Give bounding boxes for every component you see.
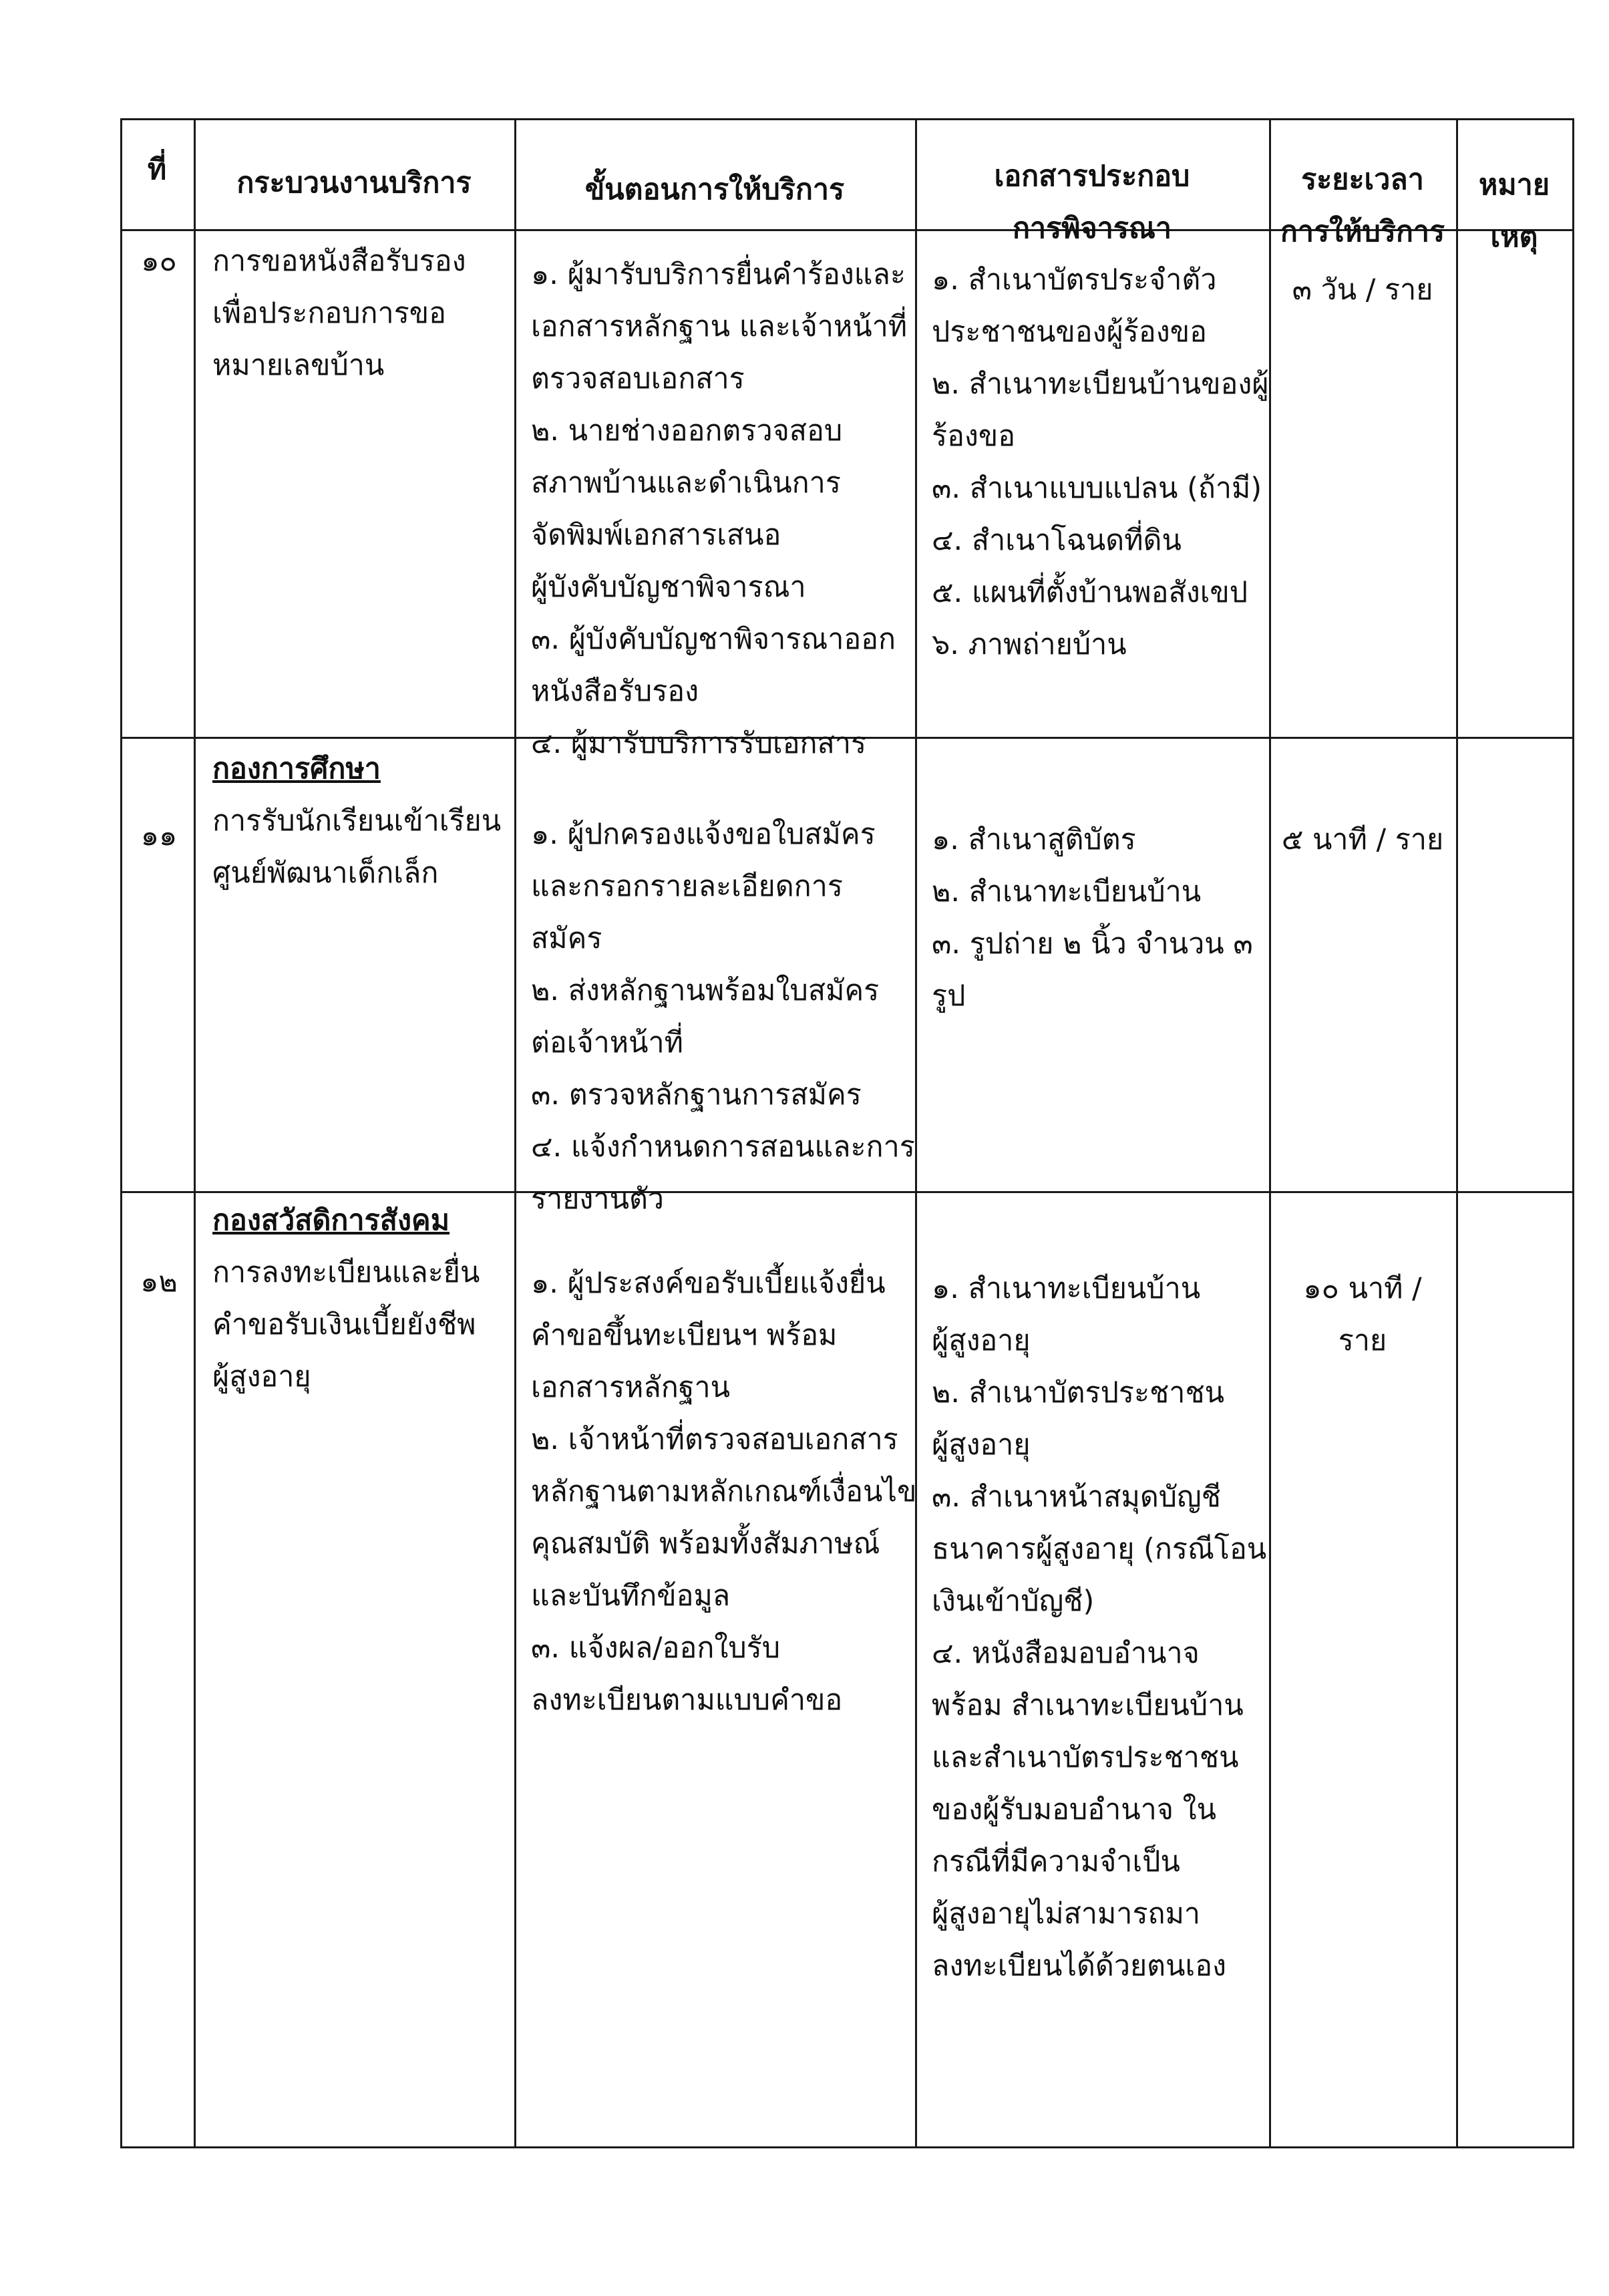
header-duration (1269, 154, 1456, 258)
row-12-division: กองสวัสดิการสังคม (212, 1204, 450, 1237)
row-10-step-line: ๓. ผู้บังคับบัญชาพิจารณาออก (531, 623, 896, 656)
col-border-duration (1456, 118, 1458, 2148)
header-remark-line1: หมาย (1478, 168, 1550, 202)
row-12-no: ๑๒ (140, 1265, 178, 1299)
row-12-duration (1303, 1263, 1421, 1367)
row-10-doc-line: ๑. สำเนาบัตรประจำตัว (932, 263, 1217, 297)
row-10-duration (1292, 264, 1433, 316)
header-remark-line2: เหตุ (1490, 220, 1538, 254)
row-12-step-line: ๒. เจ้าหน้าที่ตรวจสอบเอกสาร (531, 1423, 898, 1456)
col-border-left (120, 118, 122, 2148)
row-12-steps (531, 1257, 916, 1726)
row-11-process-line: ศูนย์พัฒนาเด็กเล็ก (212, 856, 439, 890)
row-12-duration-line: ราย (1338, 1324, 1387, 1357)
row-11-doc-line: ๓. รูปถ่าย ๒ นิ้ว จำนวน ๓ (932, 927, 1253, 961)
row-11-step-line: ๔. แจ้งกำหนดการสอนและการ (531, 1130, 915, 1164)
row-12-step-line: คำขอขึ้นทะเบียนฯ พร้อม (531, 1319, 838, 1352)
col-border-steps (915, 118, 917, 2148)
row-11-doc-line: ๑. สำเนาสูติบัตร (932, 823, 1136, 856)
row-11-process (212, 743, 501, 899)
row-10-doc-line: ร้องขอ (932, 420, 1016, 453)
header-docs-line1: เอกสารประกอบ (994, 160, 1190, 193)
row-12-process-line: การลงทะเบียนและยื่น (212, 1256, 480, 1289)
row-11-step-line: และกรอกรายละเอียดการ (531, 870, 843, 903)
row-10-process-line: เพื่อประกอบการขอ (212, 297, 447, 330)
row-10-step-line: จัดพิมพ์เอกสารเสนอ (531, 518, 781, 552)
row-12-step-line: ๑. ผู้ประสงค์ขอรับเบี้ยแจ้งยื่น (531, 1267, 886, 1300)
row-12-docs (932, 1263, 1266, 1992)
row-12-doc-line: ๑. สำเนาทะเบียนบ้าน (932, 1272, 1201, 1305)
row-12-doc-line: ๒. สำเนาบัตรประชาชน (932, 1376, 1225, 1410)
row-10-step-line: ๔. ผู้มารับบริการรับเอกสาร (531, 727, 867, 760)
row-10-step-line: ผู้บังคับบัญชาพิจารณา (531, 570, 806, 604)
row-11-duration-line: ๕ นาที / ราย (1281, 823, 1444, 856)
row-10-docs (932, 254, 1269, 671)
row-12-process-line: คำขอรับเงินเบี้ยยังชีพ (212, 1308, 476, 1341)
row-10-no: ๑๐ (141, 244, 177, 278)
header-docs (915, 150, 1269, 255)
row-11-step-line: รายงานตัว (531, 1182, 665, 1216)
header-steps: ขั้นตอนการให้บริการ (584, 173, 845, 206)
header-no: ที่ (147, 153, 167, 186)
row-10-process-line: การขอหนังสือรับรอง (212, 244, 466, 278)
row-12-step-line: หลักฐานตามหลักเกณฑ์เงื่อนไข (531, 1475, 917, 1508)
row-12-duration-line: ๑๐ นาที / (1303, 1272, 1422, 1305)
col-border-docs (1269, 118, 1271, 2148)
row-12-doc-line: ผู้สูงอายุ (932, 1428, 1031, 1462)
row-12-step-line: คุณสมบัติ พร้อมทั้งสัมภาษณ์ (531, 1527, 880, 1561)
row-11-steps (531, 808, 915, 1225)
header-duration-line2: การให้บริการ (1280, 215, 1445, 249)
row-10-step-line: เอกสารหลักฐาน และเจ้าหน้าที่ (531, 310, 908, 343)
row-12-process-line: ผู้สูงอายุ (212, 1360, 311, 1393)
header-docs-line2: การพิจารณา (1012, 212, 1172, 245)
col-border-process (514, 118, 516, 2148)
row-10-step-line: สภาพบ้านและดำเนินการ (531, 466, 841, 500)
row-12-doc-line: ๓. สำเนาหน้าสมุดบัญชี (932, 1480, 1221, 1514)
row-11-step-line: ๑. ผู้ปกครองแจ้งขอใบสมัคร (531, 818, 876, 851)
row-12-doc-line: เงินเข้าบัญชี) (932, 1585, 1095, 1618)
row-11-doc-line: ๒. สำเนาทะเบียนบ้าน (932, 875, 1202, 909)
header-remark (1456, 159, 1572, 263)
row-12-process (212, 1194, 480, 1403)
row-11-duration (1282, 814, 1443, 866)
row-10-step-line: หนังสือรับรอง (531, 675, 699, 708)
row-12-doc-line: ธนาคารผู้สูงอายุ (กรณีโอน (932, 1532, 1267, 1566)
row-10-duration-line: ๓ วัน / ราย (1292, 273, 1433, 307)
col-border-right (1572, 118, 1574, 2148)
row-12-doc-line: ผู้สูงอายุไม่สามารถมา (932, 1897, 1201, 1931)
row-11-process-line: การรับนักเรียนเข้าเรียน (212, 804, 502, 838)
row-12-doc-line: ๔. หนังสือมอบอำนาจ (932, 1637, 1200, 1670)
row-11-no: ๑๑ (140, 819, 178, 852)
row-12-step-line: ลงทะเบียนตามแบบคำขอ (531, 1683, 843, 1717)
row-11-step-line: ต่อเจ้าหน้าที่ (531, 1026, 684, 1059)
row-10-step-line: ๒. นายช่างออกตรวจสอบ (531, 414, 843, 448)
row-11-step-line: สมัคร (531, 922, 602, 955)
row-10-step-line: ๑. ผู้มารับบริการยื่นคำร้องและ (531, 258, 906, 291)
row-12-step-line: เอกสารหลักฐาน (531, 1371, 731, 1404)
row-11-division: กองการศึกษา (212, 752, 381, 786)
row-10-doc-line: ๒. สำเนาทะเบียนบ้านของผู้ (932, 367, 1269, 401)
row-12-doc-line: ของผู้รับมอบอำนาจ ใน (932, 1793, 1217, 1826)
row-12-doc-line: ลงทะเบียนได้ด้วยตนเอง (932, 1949, 1227, 1983)
row-10-step-line: ตรวจสอบเอกสาร (531, 362, 745, 395)
row-12-doc-line: กรณีที่มีความจำเป็น (932, 1845, 1180, 1878)
table-top-border (120, 118, 1574, 120)
header-process: กระบวนงานบริการ (236, 166, 472, 200)
row-11-doc-line: รูป (932, 979, 966, 1013)
header-duration-line1: ระยะเวลา (1301, 163, 1424, 196)
row-10-process-line: หมายเลขบ้าน (212, 349, 385, 382)
row-10-doc-line: ประชาชนของผู้ร้องขอ (932, 315, 1207, 349)
row-10-doc-line: ๔. สำเนาโฉนดที่ดิน (932, 524, 1182, 557)
row-12-doc-line: พร้อม สำเนาทะเบียนบ้าน (932, 1689, 1244, 1722)
row-11-docs (932, 814, 1253, 1022)
row-10-doc-line: ๕. แผนที่ตั้งบ้านพอสังเขป (932, 576, 1248, 609)
col-border-no (194, 118, 196, 2148)
row-11-step-line: ๒. ส่งหลักฐานพร้อมใบสมัคร (531, 974, 880, 1007)
row-10-doc-line: ๖. ภาพถ่ายบ้าน (932, 628, 1127, 661)
row-12-step-line: และบันทึกข้อมูล (531, 1579, 731, 1613)
row-12-step-line: ๓. แจ้งผล/ออกใบรับ (531, 1631, 781, 1665)
table-bottom-border (120, 2146, 1574, 2148)
row-12-doc-line: ผู้สูงอายุ (932, 1324, 1031, 1357)
row-11-step-line: ๓. ตรวจหลักฐานการสมัคร (531, 1078, 862, 1112)
row-12-doc-line: และสำเนาบัตรประชาชน (932, 1741, 1239, 1774)
row-10-process (212, 235, 466, 391)
row-10-doc-line: ๓. สำเนาแบบแปลน (ถ้ามี) (932, 472, 1262, 505)
row-10-steps (531, 249, 907, 770)
